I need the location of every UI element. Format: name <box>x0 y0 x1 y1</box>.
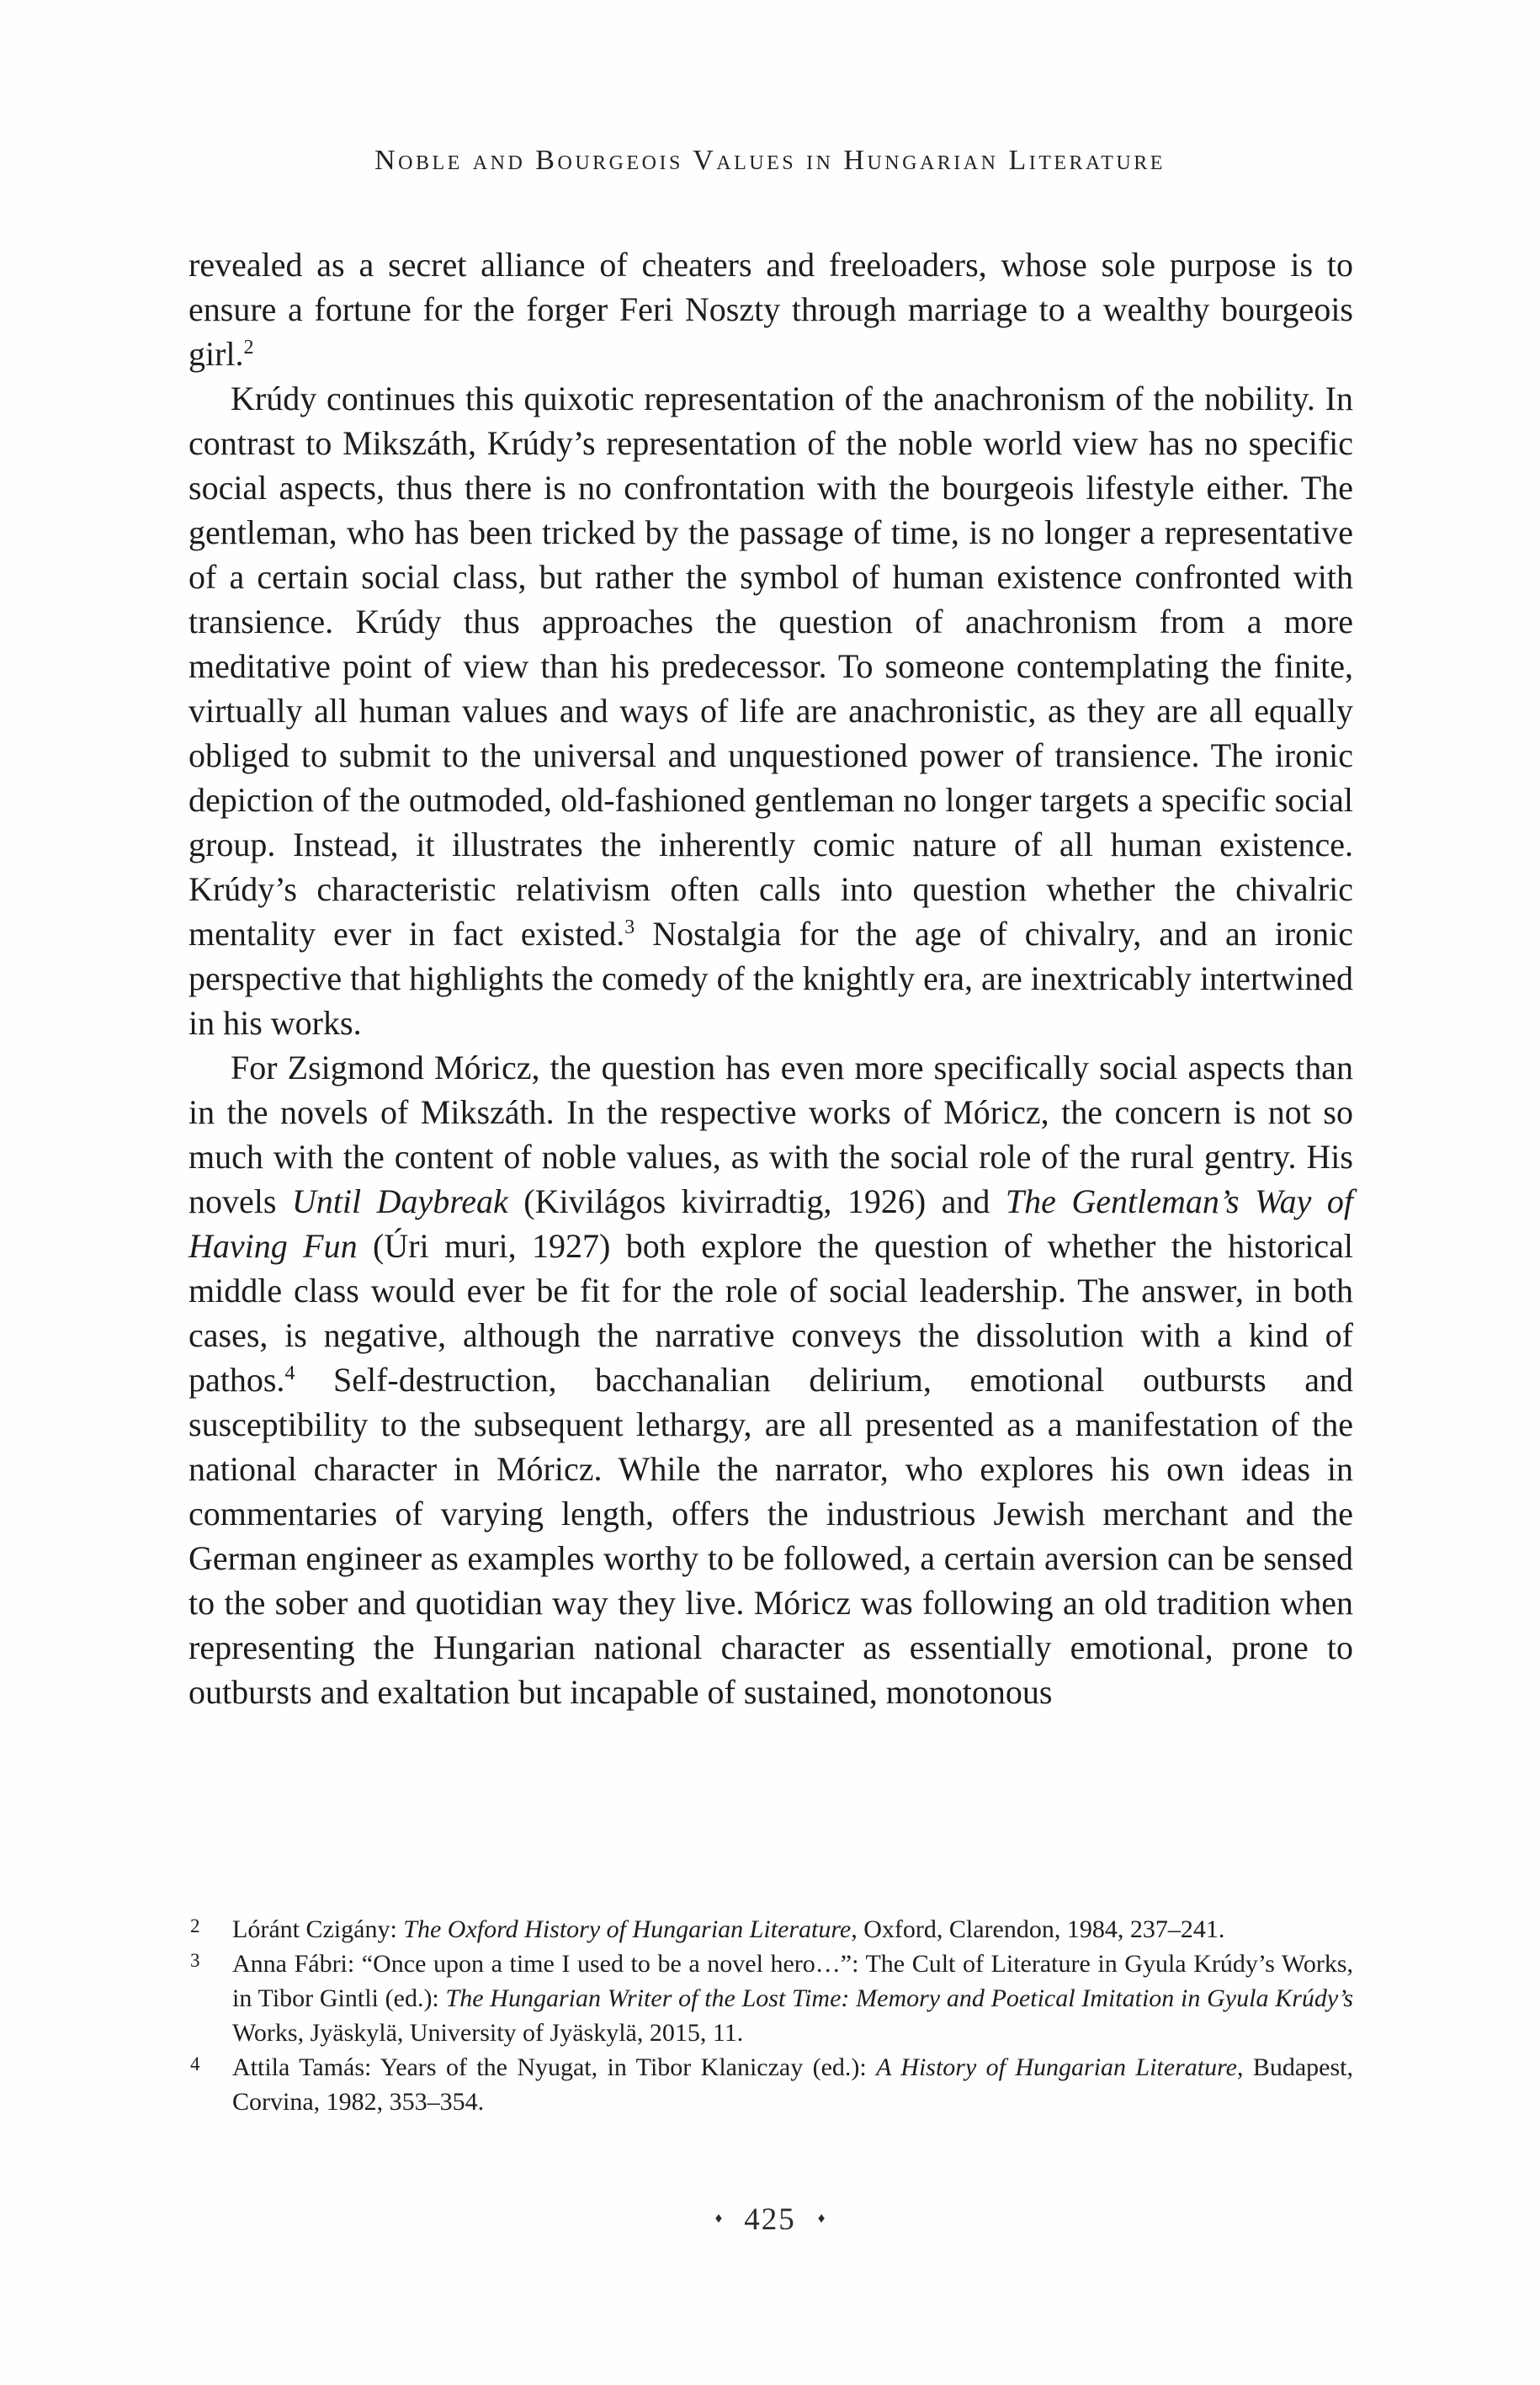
footnote-number: 4 <box>190 2053 200 2074</box>
text-run: (Kivilágos kivirradtig, 1926) and <box>507 1182 1006 1220</box>
page-number <box>0 2202 1540 2238</box>
paragraph <box>189 376 1353 1045</box>
footnote-text <box>232 2053 1353 2116</box>
footnote-number: 2 <box>190 1915 200 1936</box>
italic-text-run: The Hungarian Writer of the Lost Time: Memory and Poetical Imitation in Gyula Krúdy’s <box>445 1984 1353 2012</box>
page-number-value: 425 <box>744 2202 796 2237</box>
page-ornament-right-icon: ♦ <box>817 2210 826 2226</box>
italic-text-run: The Oxford History of Hungarian Literature <box>403 1915 852 1943</box>
footnote-text <box>232 1915 1224 1943</box>
paragraph <box>189 242 1353 376</box>
page-ornament-left-icon: ♦ <box>714 2210 723 2226</box>
italic-text-run: Until Daybreak <box>291 1182 508 1220</box>
text-run: , Budapest, Corvina, 1982, 353–354. <box>232 2053 1353 2116</box>
italic-text-run: The Gentleman’s Way of Having Fun <box>189 1182 1353 1265</box>
text-run: , Oxford, Clarendon, 1984, 237–241. <box>851 1915 1225 1943</box>
footnote-ref: 3 <box>624 916 635 938</box>
footnote <box>189 2050 1353 2119</box>
text-run: For Zsigmond Móricz, the question has even more specifically social aspects than in the novels of Mikszáth. In the respective works of Móricz, the concern is not so much with the content of noble values, as with the social role of the rural gentry. His novels <box>189 1049 1353 1220</box>
text-run: Works, Jyäskylä, University of Jyäskylä, 2015, 11. <box>232 2019 744 2047</box>
footnote-section <box>189 1912 1353 2119</box>
text-run: (Úri muri, 1927) both explore the question of whether the historical middle class would ever be fit for the role of social leadership. The answer, in both cases, is negative, although the narrative conveys the dissolution with a kind of pathos. <box>189 1227 1354 1399</box>
text-run: Nostalgia for the age of chivalry, and an ironic perspective that highlights the comedy of the knightly era, are inextricably intertwined in his works. <box>189 915 1354 1042</box>
body-text <box>189 242 1353 1714</box>
footnote-ref: 2 <box>243 337 254 359</box>
text-run: Self-destruction, bacchanalian delirium, emotional outbursts and susceptibility to the subsequent lethargy, are all presented as a manifestation of the national character in Móricz. While the narrator, who explores his own ideas in commentaries of varying length, offers the industrious Jewish merchant and the German engineer as examples worthy to be followed, a certain aversion can be sensed to the sober and quotidian way they live. Móricz was following an old tradition when representing the Hungarian national character as essentially emotional, prone to outbursts and exaltation but incapable of sustained, monotonous <box>189 1361 1353 1711</box>
footnote <box>189 1912 1353 1947</box>
text-run: revealed as a secret alliance of cheaters and freeloaders, whose sole purpose is to ensure a fortune for the forger Feri Noszty through marriage to a wealthy bourgeois girl. <box>189 246 1353 373</box>
paragraph <box>189 1045 1353 1714</box>
footnote-ref: 4 <box>284 1362 295 1384</box>
text-run: Lóránt Czigány: <box>232 1915 404 1943</box>
italic-text-run: A History of Hungarian Literature <box>876 2053 1237 2081</box>
footnote-number: 3 <box>190 1950 200 1971</box>
running-header: Noble and Bourgeois Values in Hungarian Literature <box>374 145 1166 176</box>
text-run: Anna Fábri: “Once upon a time I used to be a novel hero…”: The Cult of Literature in Gyula Krúdy’s Works, in Tibor Gintli (ed.): <box>232 1950 1353 2012</box>
text-run: Krúdy continues this quixotic representation of the anachronism of the nobility. In contrast to Mikszáth, Krúdy’s representation of the noble world view has no specific social aspects, thus there is no confrontation with the bourgeois lifestyle either. The gentleman, who has been tricked by the passage of time, is no longer a representative of a certain social class, but rather the symbol of human existence confronted with transience. Krúdy thus approaches the question of anachronism from a more meditative point of view than his predecessor. To someone contemplating the finite, virtually all human values and ways of life are anachronistic, as they are all equally obliged to submit to the universal and unquestioned power of transience. The ironic depiction of the outmoded, old-fashioned gentleman no longer targets a specific social group. Instead, it illustrates the inherently comic nature of all human existence. Krúdy’s characteristic relativism often calls into question whether the chivalric mentality ever in fact existed. <box>189 380 1353 953</box>
footnote <box>189 1947 1353 2050</box>
footnote-text <box>232 1950 1353 2047</box>
text-run: Attila Tamás: Years of the Nyugat, in Tibor Klaniczay (ed.): <box>232 2053 877 2081</box>
